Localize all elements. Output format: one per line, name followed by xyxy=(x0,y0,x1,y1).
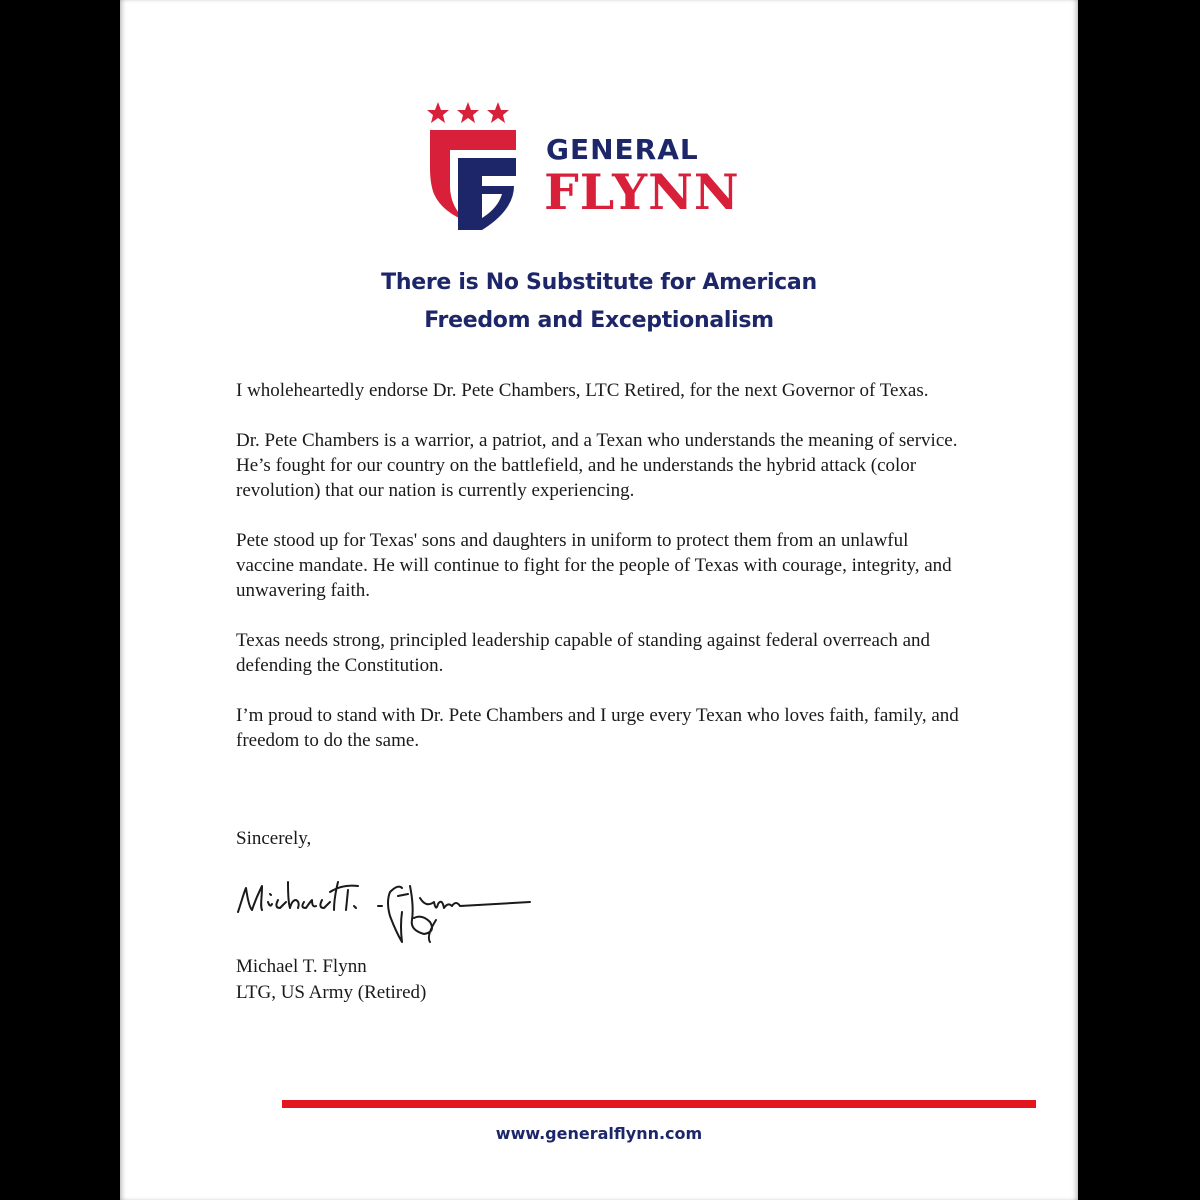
star-icon xyxy=(457,102,479,123)
paragraph: Pete stood up for Texas' sons and daughters in uniform to protect them from an unlawful vaccine mandate. He will continue to fight for the people of Texas with courage, integrity, and unwavering faith. xyxy=(236,530,952,601)
left-border xyxy=(0,0,120,1200)
signer-block xyxy=(236,954,426,1006)
headline-line-2: Freedom and Exceptionalism xyxy=(424,308,774,333)
letter-page xyxy=(120,0,1078,1200)
letter-headline xyxy=(120,264,1078,340)
paragraph: I wholeheartedly endorse Dr. Pete Chambers, LTC Retired, for the next Governor of Texas. xyxy=(236,380,929,401)
paragraph: I’m proud to stand with Dr. Pete Chambers and I urge every Texan who loves faith, family, and freedom to do the same. xyxy=(236,705,959,751)
logo-general-text: GENERAL xyxy=(546,133,699,166)
website-link[interactable]: www.generalflynn.com xyxy=(495,1124,703,1143)
star-icon xyxy=(427,102,449,123)
paragraph: Texas needs strong, principled leadership capable of standing against federal overreach and defending the Constitution. xyxy=(236,630,931,676)
paragraph: Dr. Pete Chambers is a warrior, a patriot, and a Texan who understands the meaning of service. He’s fought for our country on the battlefield, and he understands the hybrid attack (color revolution) that our nation is currently experiencing. xyxy=(236,430,958,501)
signer-title: LTG, US Army (Retired) xyxy=(236,982,427,1003)
handwritten-signature xyxy=(230,862,550,952)
signer-name: Michael T. Flynn xyxy=(236,956,367,977)
headline-line-1: There is No Substitute for American xyxy=(381,270,817,295)
footer-red-rule xyxy=(282,1100,1036,1108)
general-flynn-logo xyxy=(420,98,780,238)
closing-salutation: Sincerely, xyxy=(236,828,312,849)
letter-body xyxy=(236,378,966,778)
star-icon xyxy=(487,102,509,123)
logo-flynn-text: FLYNN xyxy=(544,163,740,221)
right-border xyxy=(1078,0,1200,1200)
shield-f-logo-icon xyxy=(420,98,540,238)
